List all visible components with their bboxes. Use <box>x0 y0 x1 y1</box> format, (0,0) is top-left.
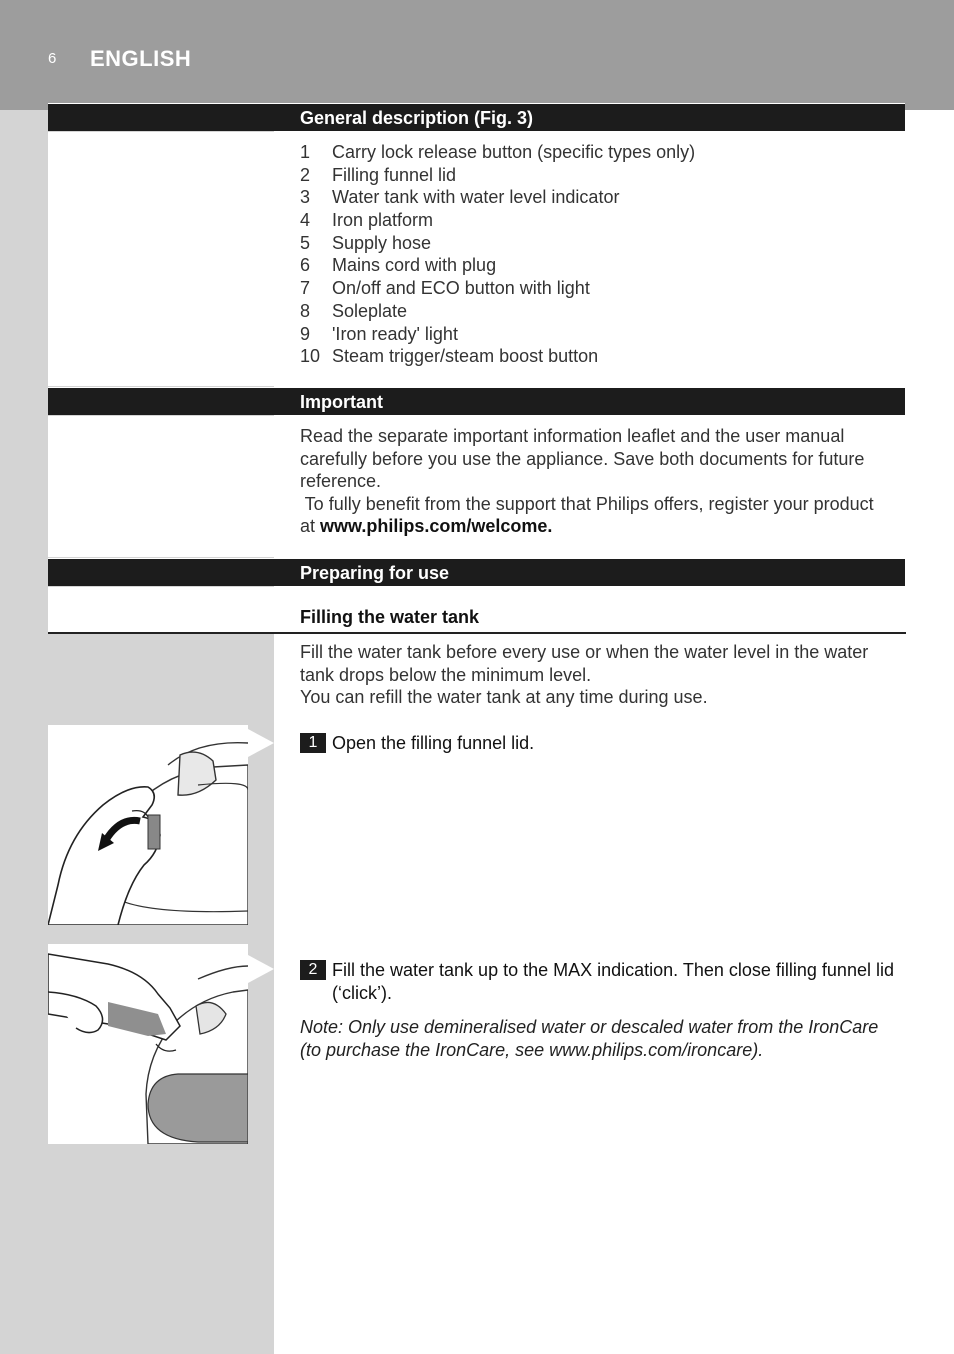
important-text: Read the separate important information leaflet and the user manual carefully before you use the appliance. Save both documents for future reference. To fully benefit from the support that Philips offers, register your product at www.philips.com/welcome. <box>300 426 874 536</box>
step-number-badge: 1 <box>300 733 326 753</box>
language-title: ENGLISH <box>90 46 192 71</box>
parts-list-item: 4 Iron platform <box>300 210 434 231</box>
section-title: General description (Fig. 3) <box>300 108 534 128</box>
parts-list-item: 6 Mains cord with plug <box>300 255 497 276</box>
philips-welcome-link[interactable]: www.philips.com/welcome. <box>320 516 553 536</box>
section-title: Preparing for use <box>300 563 450 583</box>
margin-blank <box>48 416 274 557</box>
figure-fill-water-tank <box>48 944 248 1144</box>
section-header-general-description <box>48 103 905 131</box>
section-header-important <box>48 387 905 415</box>
figure-open-funnel-lid <box>48 725 248 925</box>
parts-list-item: 8 Soleplate <box>300 300 408 321</box>
figure-pointer <box>248 955 274 983</box>
parts-list-item: 10 Steam trigger/steam boost button <box>300 346 599 367</box>
parts-list-item: 1 Carry lock release button (specific types only) <box>300 142 696 162</box>
step-number-badge: 2 <box>300 960 326 980</box>
parts-list <box>300 141 695 368</box>
parts-list-item: 3 Water tank with water level indicator <box>300 187 620 208</box>
figure-pointer <box>248 729 274 757</box>
note-text: Note: Only use demineralised water or descaled water from the IronCare (to purchase the IronCare, see www.philips.com/ironcare). <box>300 1017 879 1060</box>
page-number: 6 <box>48 50 57 67</box>
margin-blank <box>48 587 274 633</box>
step-text: Fill the water tank up to the MAX indication. Then close filling funnel lid (‘click’). <box>332 960 894 1003</box>
section-title: Important <box>300 392 383 412</box>
parts-list-item: 2 Filling funnel lid <box>300 164 457 185</box>
parts-list-item: 5 Supply hose <box>300 232 432 253</box>
section-header-preparing-for-use <box>48 558 905 586</box>
divider <box>48 632 906 634</box>
margin-blank <box>48 132 274 386</box>
step-text: Open the filling funnel lid. <box>332 733 535 753</box>
filling-intro: Fill the water tank before every use or when the water level in the water tank drops below the minimum level. You can refill the water tank at any time during use. <box>300 642 869 707</box>
parts-list-item: 9 'Iron ready' light <box>300 323 458 344</box>
subsection-title: Filling the water tank <box>300 607 480 627</box>
parts-list-item: 7 On/off and ECO button with light <box>300 278 590 299</box>
